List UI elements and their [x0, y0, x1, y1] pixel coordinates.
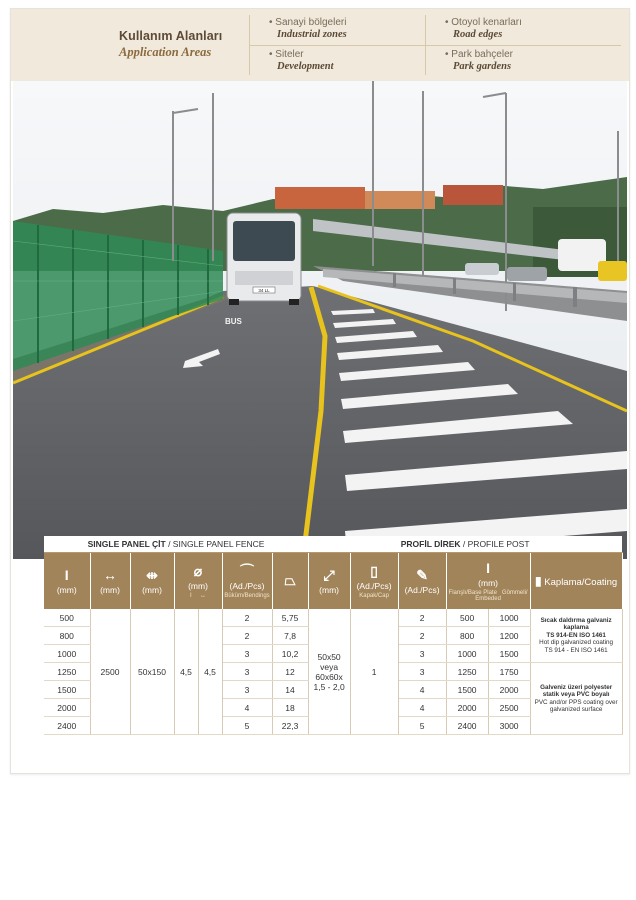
table-header-row [44, 553, 622, 610]
height-icon: I [64, 567, 69, 583]
table-cell: 1000 [488, 609, 530, 627]
table-cell: 18 [272, 699, 308, 717]
table-cell: 5,75 [272, 609, 308, 627]
profile-size-line: 60x60x [315, 671, 343, 682]
table-cell: 14 [272, 681, 308, 699]
table-cell: 500 [44, 609, 90, 627]
table-cell: 1250 [44, 663, 90, 681]
header-title-tr: Kullanım Alanları [119, 29, 223, 43]
header-clips [398, 553, 446, 610]
header-unit: (Ad./Pcs) [404, 585, 440, 595]
road-scene-illustration [13, 81, 627, 559]
table-cell: 1500 [44, 681, 90, 699]
coating-text: TS 914 - EN ISO 1461 [544, 646, 608, 654]
table-cell: 2000 [488, 681, 530, 699]
area-item [269, 49, 334, 73]
header-unit: (mm) [188, 581, 208, 591]
header-sub: Büküm/Bendings [224, 593, 270, 599]
area-item-en: Development [277, 61, 334, 72]
table-cell: 800 [44, 627, 90, 645]
header-unit: (Ad./Pcs) [356, 581, 392, 591]
table-cell: 22,3 [272, 717, 308, 735]
profile-size-icon: ⤢ [323, 567, 335, 583]
table-cell: 500 [446, 609, 488, 627]
header-unit: (mm) [100, 585, 120, 595]
header-mesh [130, 553, 174, 610]
table-cell: 2500 [90, 609, 130, 735]
table-cell: 4 [222, 699, 272, 717]
table-cell: 3 [222, 645, 272, 663]
table-cell: 3 [398, 645, 446, 663]
table-cell: 2400 [44, 717, 90, 735]
header-divider [249, 45, 621, 46]
area-item [445, 49, 513, 73]
cap-icon: ▯ [370, 563, 378, 579]
table-cell: 5 [398, 717, 446, 735]
area-item-tr: • Park bahçeler [445, 49, 513, 60]
coating-text: PVC and/or PPS coating over galvanized surface [534, 698, 618, 713]
header-bendings [222, 553, 272, 610]
table-cell: 2400 [446, 717, 488, 735]
specification-table-wrap [44, 536, 622, 735]
table-cell: 800 [446, 627, 488, 645]
header-wire-diameter [174, 553, 222, 610]
header-unit: (mm) [56, 585, 77, 595]
table-cell: 3000 [488, 717, 530, 735]
road-marking-text: BUS [225, 317, 242, 326]
diameter-icon: ⌀ [193, 563, 203, 579]
bus [227, 213, 301, 305]
header-sub-plate: Flanşlı/Base Plate [448, 590, 497, 596]
coating-cell [530, 609, 622, 663]
header-profile [308, 553, 350, 610]
header-sub: Kapak/Cap [359, 593, 389, 599]
table-cell: 2 [222, 627, 272, 645]
table-cell: 2 [398, 609, 446, 627]
header-unit: (mm) [319, 585, 339, 595]
table-cell: 3 [222, 663, 272, 681]
table-cell: 50x150 [130, 609, 174, 735]
specification-table [44, 536, 623, 735]
coating-cell [530, 663, 622, 735]
table-cell: 4 [398, 699, 446, 717]
bus-plate: 34 LL [258, 288, 270, 293]
road-fence-photo [13, 81, 627, 559]
bending-icon: ⌒ [240, 563, 254, 579]
area-item-tr: • Sanayi bölgeleri [269, 17, 347, 28]
table-cell: 7,8 [272, 627, 308, 645]
area-item-en: Industrial zones [277, 29, 347, 40]
header-weight [272, 553, 308, 610]
header-coating [530, 553, 622, 610]
header-title [119, 29, 239, 60]
header-sub-embed: Gömmeli/ Embeded [475, 590, 528, 602]
table-cell: 10,2 [272, 645, 308, 663]
area-item-en: Park gardens [453, 61, 512, 72]
table-cell: 5 [222, 717, 272, 735]
table-cell: 4 [398, 681, 446, 699]
profile-size-line: 1,5 - 2,0 [313, 681, 345, 692]
table-cell: 2000 [446, 699, 488, 717]
height-icon: I [486, 560, 491, 576]
wire-direction-icons: I ↔ [189, 593, 206, 599]
coating-text: Hot dip galvanized coating [539, 639, 614, 647]
table-row [44, 609, 622, 627]
profile-size-cell [308, 609, 350, 735]
table-cell: 2 [398, 627, 446, 645]
coating-text: TS 914-EN ISO 1461 [546, 631, 606, 639]
table-cell: 2 [222, 609, 272, 627]
header-unit: (mm) [142, 585, 162, 595]
table-body [44, 609, 622, 735]
table-cell: 3 [398, 663, 446, 681]
section-fence-title [44, 536, 308, 553]
header-sub [447, 590, 530, 602]
clip-icon: ✎ [416, 567, 428, 583]
header-title-en: Application Areas [119, 45, 212, 59]
paint-can-icon: ▮ [535, 574, 542, 588]
coating-text: Sıcak daldırma galvaniz kaplama [540, 616, 612, 632]
section-post-rest: / PROFILE POST [460, 539, 530, 549]
table-cell: 1500 [446, 681, 488, 699]
header-post-length [446, 553, 530, 610]
table-cell: 3 [222, 681, 272, 699]
table-cell: 1 [350, 609, 398, 735]
area-item [269, 17, 347, 41]
table-cell: 4,5 [174, 609, 198, 735]
section-post-bold: PROFİL DİREK [400, 539, 461, 549]
header-unit: Kaplama/Coating [544, 577, 618, 588]
section-fence-rest: / SINGLE PANEL FENCE [165, 539, 265, 549]
header-unit: (Ad./Pcs) [229, 581, 265, 591]
table-cell: 1750 [488, 663, 530, 681]
header-width [90, 553, 130, 610]
area-item-tr: • Otoyol kenarları [445, 17, 522, 28]
header-height [44, 553, 90, 610]
table-cell: 1200 [488, 627, 530, 645]
application-areas-header [11, 9, 629, 81]
mesh-icon: ⇹ [146, 567, 158, 583]
table-cell: 2000 [44, 699, 90, 717]
profile-size-line: veya [320, 661, 339, 672]
brochure-page [10, 8, 630, 774]
section-fence-bold: SINGLE PANEL ÇİT [87, 539, 166, 549]
profile-size-line: 50x50 [317, 651, 341, 662]
width-icon: ↔ [103, 567, 117, 583]
table-cell: 1000 [446, 645, 488, 663]
header-cap [350, 553, 398, 610]
area-item-tr: • Siteler [269, 49, 304, 60]
kg-weight-icon: ⏢ [284, 572, 296, 588]
table-cell: 1250 [446, 663, 488, 681]
table-cell: 12 [272, 663, 308, 681]
header-unit: (mm) [478, 578, 498, 588]
table-cell: 2500 [488, 699, 530, 717]
table-cell: 1000 [44, 645, 90, 663]
section-post-title [308, 536, 622, 553]
coating-text: Galveniz üzeri polyester statik veya PVC boyalı [540, 683, 613, 698]
table-cell: 4,5 [198, 609, 222, 735]
area-item-en: Road edges [453, 29, 503, 40]
table-cell: 1500 [488, 645, 530, 663]
area-item [445, 17, 522, 41]
